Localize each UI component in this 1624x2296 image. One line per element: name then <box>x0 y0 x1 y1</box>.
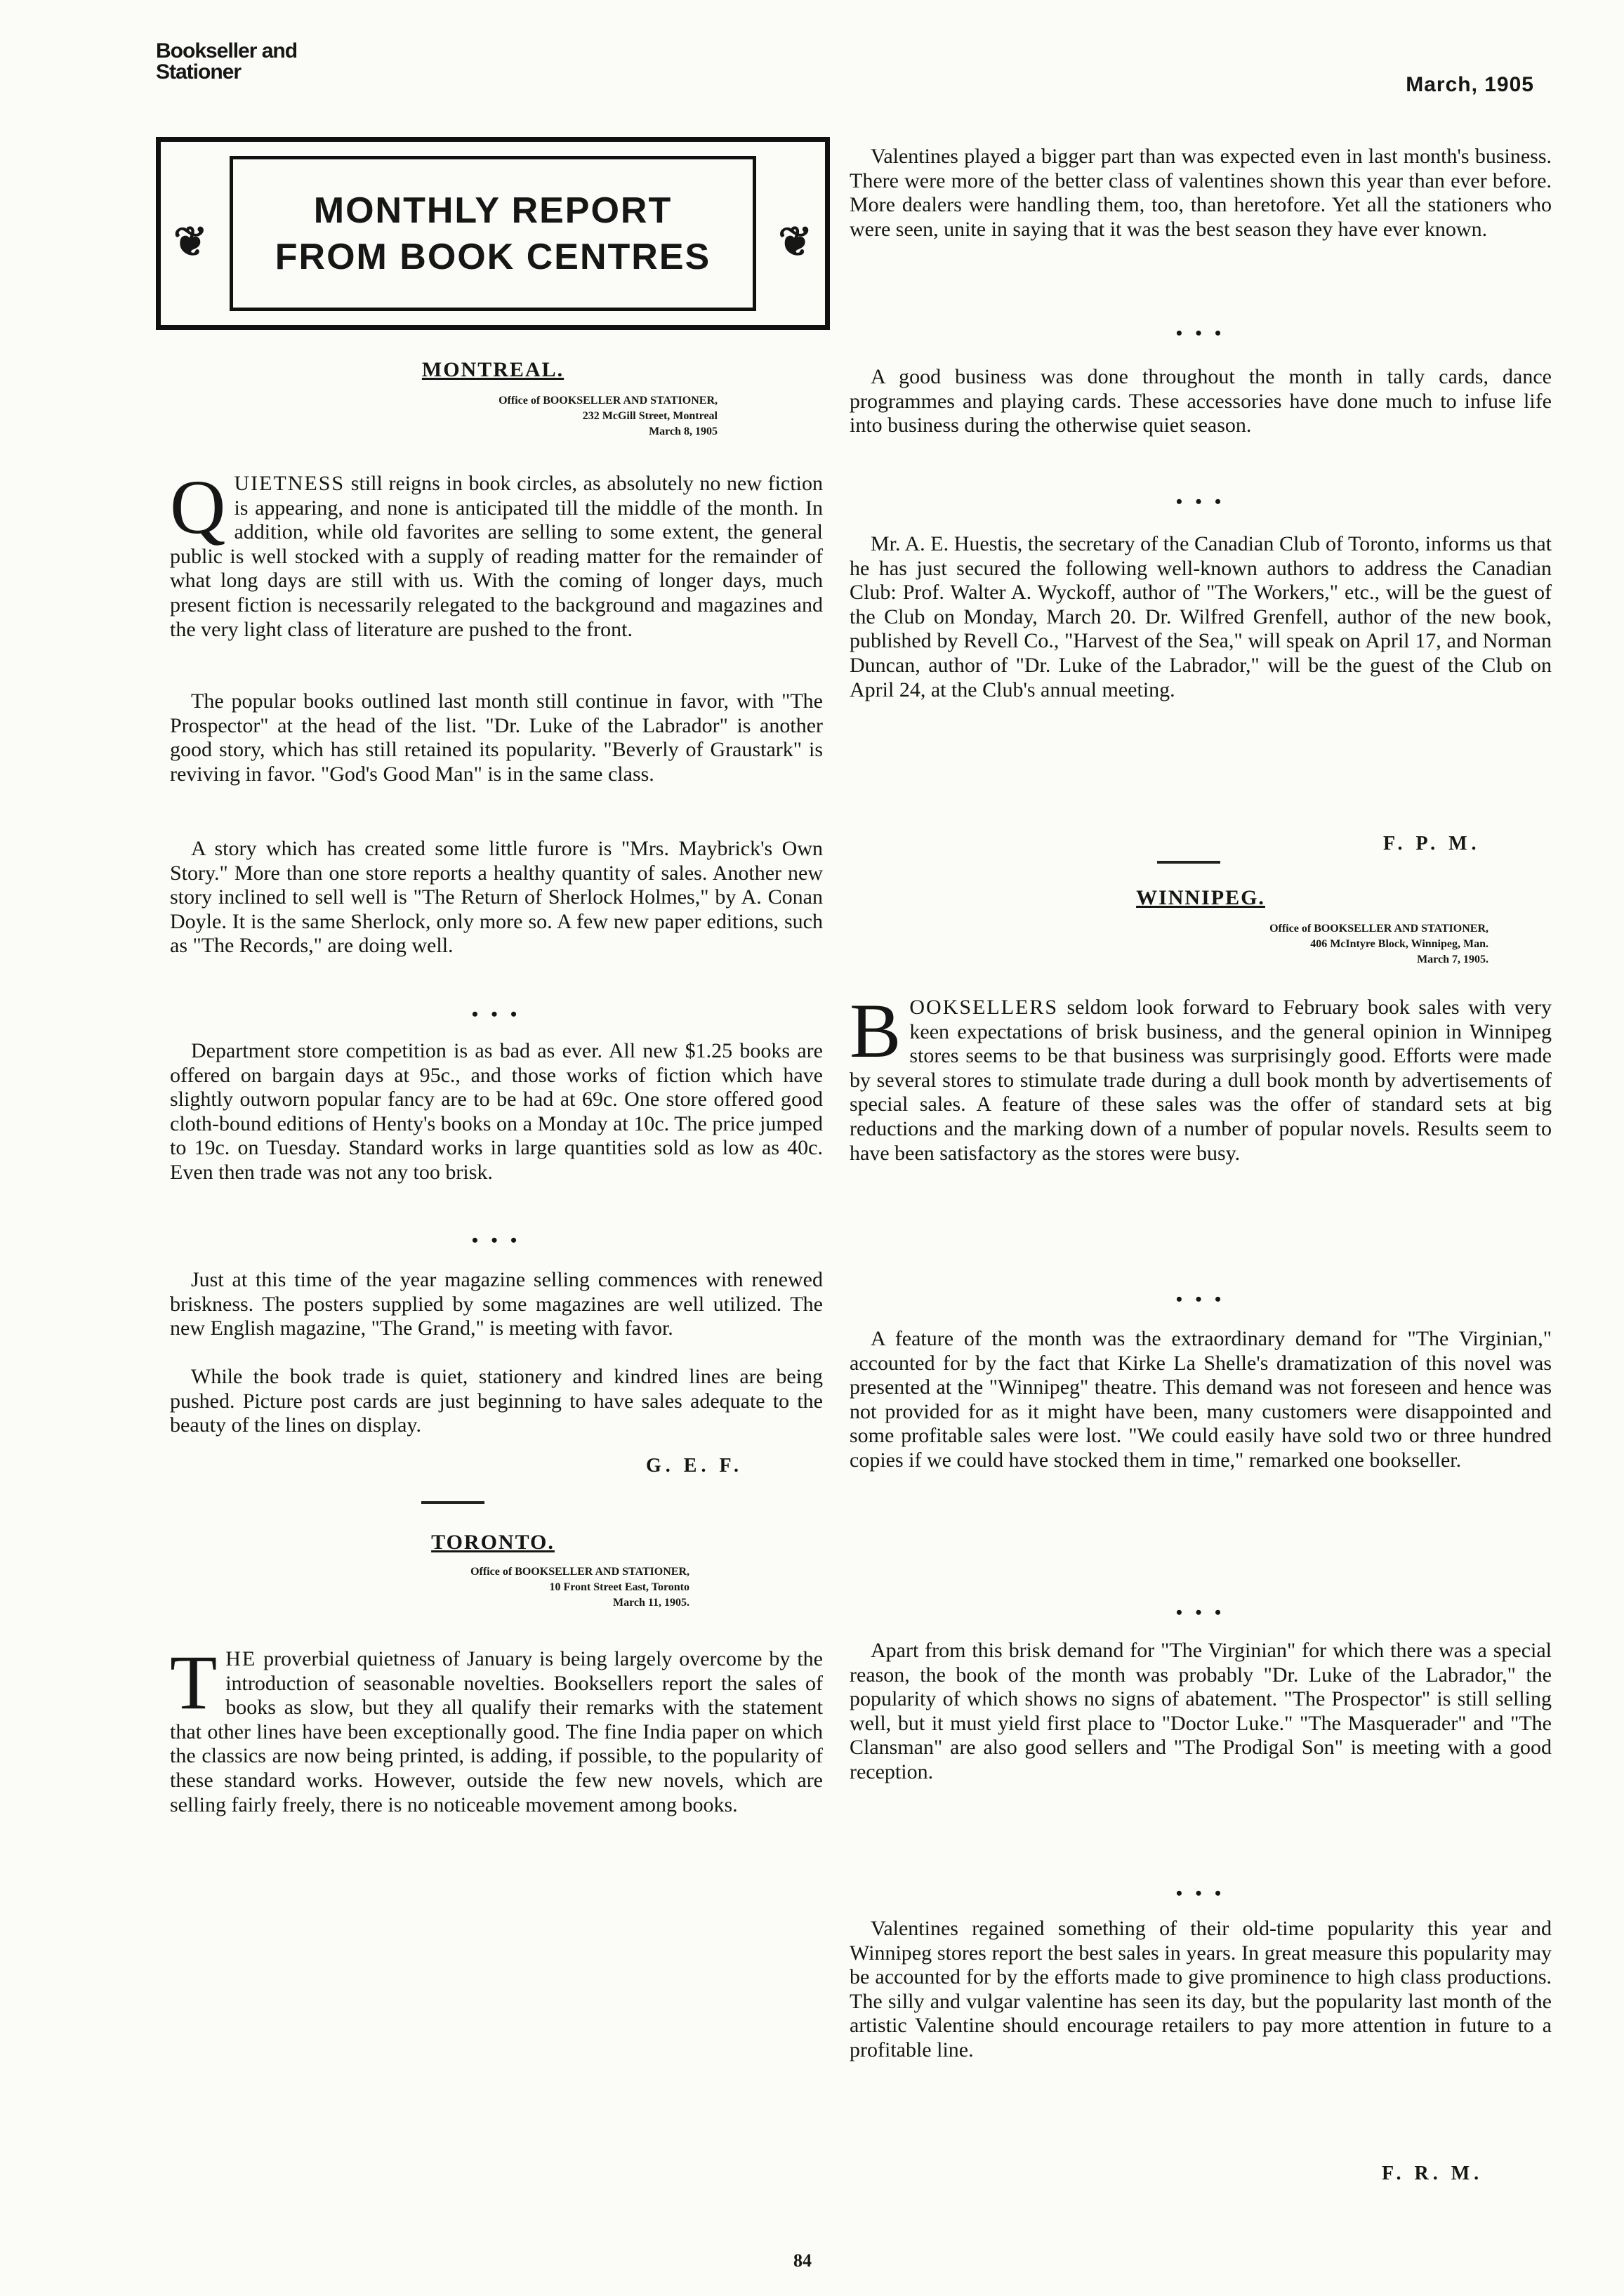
toronto-paragraph-3: A good business was done throughout the month in tally cards, dance programmes and playing cards. These accessories have done much to infuse life into business during the otherwise quiet season. <box>850 365 1552 437</box>
toronto-paragraph-1 <box>170 1639 823 1817</box>
montreal-paragraph-5: Just at this time of the year magazine selling commences with renewed briskness. The posters supplied by some magazines are well utilized. The new English magazine, "The Grand," is meeting with favor. <box>170 1268 823 1340</box>
section-separator: • • • <box>1175 1289 1226 1309</box>
dateline-montreal <box>156 393 718 440</box>
masthead-date: March, 1905 <box>1406 73 1534 96</box>
lead-word: UIETNESS <box>234 472 345 495</box>
section-title-toronto: TORONTO. <box>431 1531 555 1554</box>
toronto-paragraph-2: Valentines played a bigger part than was expected even in last month's business. There were more of the better class of valentines shown this year than ever before. More dealers were handling them, too, than heretofore. Yet all the stationers who were seen, unite in saying that it was the best season they have ever known. <box>850 145 1552 241</box>
dateline-address: 10 Front Street East, Toronto <box>549 1581 689 1593</box>
masthead-line-2: Stationer <box>156 60 242 84</box>
section-separator: • • • <box>471 1230 522 1251</box>
section-separator: • • • <box>1175 1883 1226 1904</box>
section-separator: • • • <box>471 1004 522 1024</box>
lead-word: HE <box>225 1647 257 1670</box>
paragraph-text: still reigns in book circles, as absolutely no new fiction is appearing, and none is anticipated till the middle of the month. In addition, while old favorites are selling to some extent, the general public is well stocked with a supply of reading matter for the remainder of what long days are still with us. With the coming of longer days, much present fiction is necessarily relegated to the background and magazines and the very light class of literature are pushed to the front. <box>170 472 823 641</box>
section-banner <box>156 137 830 330</box>
dateline-date: March 8, 1905 <box>649 425 718 437</box>
masthead-line-1: Bookseller and <box>156 39 298 62</box>
montreal-paragraph-4: Department store competition is as bad as ever. All new $1.25 books are offered on bargain days at 95c., and those works of fiction which have slightly outworn popular fancy are to be had at 69c. One store offered good cloth-bound editions of Henty's books on a Monday at 10c. The price jumped to 19c. on Tuesday. Standard works in large quantities sold as low as 40c. Even then trade was not any too brisk. <box>170 1039 823 1184</box>
montreal-paragraph-1 <box>170 464 823 642</box>
divider-rule <box>421 1501 484 1504</box>
page-number: 84 <box>793 2250 812 2271</box>
dateline-address: 232 McGill Street, Montreal <box>582 410 718 422</box>
section-title-montreal: MONTREAL. <box>421 358 565 381</box>
dateline-toronto <box>156 1564 689 1611</box>
section-separator: • • • <box>1175 1602 1226 1623</box>
winnipeg-paragraph-2: A feature of the month was the extraordinary demand for "The Virginian," accounted for by the fact that Kirke La Shelle's dramatization of this novel was presented at the "Winnipeg" theatre. This demand was not foreseen and hence was not provided for as it might have been, many customers were disappointed and some profitable sales were lost. "We could easily have sold two or three hundred copies if we could have stocked them in time," remarked one bookseller. <box>850 1327 1552 1472</box>
section-separator: • • • <box>1175 491 1226 512</box>
signature-winnipeg: F. R. M. <box>1382 2163 1484 2184</box>
section-title-winnipeg: WINNIPEG. <box>1136 886 1265 909</box>
banner-title-line-2: FROM BOOK CENTRES <box>275 236 711 277</box>
divider-rule <box>1157 861 1220 864</box>
dateline-date: March 11, 1905. <box>612 1597 689 1609</box>
dateline-office: Office of BOOKSELLER AND STATIONER, <box>1269 923 1488 935</box>
signature-montreal: G. E. F. <box>646 1455 743 1477</box>
drop-cap: B <box>850 988 902 1074</box>
winnipeg-paragraph-4: Valentines regained something of their old-time popularity this year and Winnipeg stores report the best sales in years. In great measure this popularity may be accounted for by the efforts made to give prominence to high class productions. The silly and vulgar valentine has seen its day, but the popularity last month of the artistic Valentine should encourage retailers to pay more attention in future to a profitable line. <box>850 1917 1552 2061</box>
paragraph-text: seldom look forward to February book sales with very keen expectations of brisk business, and the general opinion in Winnipeg stores seems to be that business was surprisingly good. Efforts were made by several stores to stimulate trade during a dull book month by advertisements of special sales. A feature of these sales was the offer of standard sets at big reductions and the marking down of a number of popular novels. Results seem to have been satisfactory as the stores were busy. <box>850 996 1552 1165</box>
lead-word: OOKSELLERS <box>909 996 1059 1019</box>
montreal-paragraph-2: The popular books outlined last month still continue in favor, with "The Prospector" at the head of the list. "Dr. Luke of the Labrador" is another good story, which has still retained its popularity. "Beverly of Graustark" is reviving in favor. "God's Good Man" is in the same class. <box>170 690 823 786</box>
montreal-paragraph-3: A story which has created some little furore is "Mrs. Maybrick's Own Story." More than one store reports a healthy quantity of sales. Another new story inclined to sell well is "The Return of Sherlock Holmes," by A. Conan Doyle. It is the same Sherlock, only more so. A few new paper editions, such as "The Records," are doing well. <box>170 837 823 958</box>
leaf-ornament-icon: ❦ <box>173 219 208 265</box>
toronto-paragraph-4: Mr. A. E. Huestis, the secretary of the Canadian Club of Toronto, informs us that he has just secured the following well-known authors to address the Canadian Club: Prof. Walter A. Wyckoff, author of "The Workers," etc., will be the guest of the Club on Monday, March 20. Dr. Wilfred Grenfell, author of the new book, published by Revell Co., "Harvest of the Sea," will speak on April 17, and Norman Duncan, author of "Dr. Luke of the Labrador," will be the guest of the Club on April 24, at the Club's annual meeting. <box>850 532 1552 701</box>
paragraph-text: proverbial quietness of January is being largely overcome by the introduction of seasonable novelties. Booksellers report the sales of books as slow, but they all qualify their remarks with the statement that other lines have been exceptionally good. The fine India paper on which the classics are now being printed, is adding, if possible, to the popularity of these standard works. However, outside the few new novels, which are selling fairly freely, there is no noticeable movement among books. <box>170 1647 823 1816</box>
winnipeg-paragraph-1 <box>850 988 1552 1166</box>
montreal-paragraph-6: While the book trade is quiet, stationery and kindred lines are being pushed. Picture post cards are just beginning to have sales adequate to the beauty of the lines on display. <box>170 1365 823 1437</box>
drop-cap: T <box>170 1639 218 1725</box>
dateline-office: Office of BOOKSELLER AND STATIONER, <box>499 395 718 407</box>
leaf-ornament-icon: ❦ <box>778 219 812 265</box>
banner-inner-frame <box>230 156 756 311</box>
signature-toronto: F. P. M. <box>1383 833 1481 855</box>
masthead-publication <box>156 41 297 83</box>
dateline-office: Office of BOOKSELLER AND STATIONER, <box>470 1566 689 1578</box>
dateline-address: 406 McIntyre Block, Winnipeg, Man. <box>1310 938 1488 950</box>
dateline-winnipeg <box>850 921 1488 968</box>
section-separator: • • • <box>1175 323 1226 343</box>
winnipeg-paragraph-3: Apart from this brisk demand for "The Virginian" for which there was a special reason, the book of the month was probably "Dr. Luke of the Labrador," the popularity of which shows no signs of abatement. "The Prospector" is still selling well, but it must yield first place to "Doctor Luke." "The Masquerader" and "The Clansman" are also good sellers and "The Prodigal Son" is meeting with a good reception. <box>850 1639 1552 1783</box>
banner-title-line-1: MONTHLY REPORT <box>313 190 673 231</box>
dateline-date: March 7, 1905. <box>1417 954 1488 965</box>
drop-cap: Q <box>170 464 226 550</box>
